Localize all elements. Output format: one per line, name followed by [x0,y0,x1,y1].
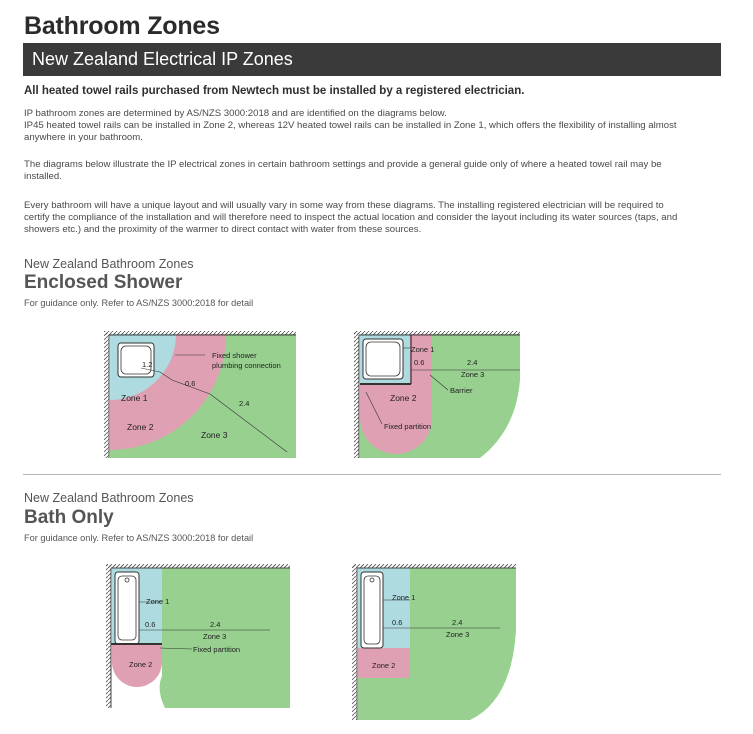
zone-label: Zone 3 [203,632,227,641]
dimension-label: 2.4 [210,620,221,629]
section-banner: New Zealand Electrical IP Zones [23,43,721,76]
zone-label: Zone 2 [372,661,396,670]
dimension-label: 0.6 [392,618,403,627]
callout-label: plumbing connection [212,361,281,370]
page-title: Bathroom Zones [24,12,220,40]
zone-label: Zone 2 [127,422,154,432]
dimension-label: 1.2 [142,360,153,369]
section-heading: Enclosed Shower [24,272,183,293]
shower-diagram-barrier [354,331,520,458]
section-heading: Bath Only [24,507,114,528]
lead-text: All heated towel rails purchased from Newtech must be installed by a registered electrician. [24,85,525,97]
zone-label: Zone 1 [392,593,416,602]
callout-label: Fixed shower [212,351,257,360]
paragraph-ip45: IP45 heated towel rails can be installed in Zone 2, whereas 12V heated towel rails can be installed in Zone 1, which offers the flexibility of installing almost anywhere in your bathroom. [24,120,677,144]
paragraph-diagrams: The diagrams below illustrate the IP electrical zones in certain bathroom settings and provide a general guide only of where a heated towel rail may be installed. [24,159,662,183]
bath-diagram-open [352,564,516,720]
dimension-label: 0.6 [145,620,156,629]
zone-label: Zone 2 [390,393,417,403]
zone-label: Zone 1 [121,393,148,403]
paragraph-standard: IP bathroom zones are determined by AS/NZS 3000:2018 and are identified on the diagrams below. [24,108,447,119]
shower-tray [363,339,403,379]
callout-label: Fixed partition [384,422,432,431]
section-subtitle: New Zealand Bathroom Zones [24,257,194,271]
zone-label: Zone 1 [146,597,170,606]
dimension-label: 0.6 [414,358,425,367]
dimension-label: 2.4 [467,358,478,367]
zone-label: Zone 3 [201,430,228,440]
dimension-label: 2.4 [239,399,250,408]
bath-diagram-partition [106,564,290,708]
dimension-label: 0.6 [185,379,196,388]
guidance-note: For guidance only. Refer to AS/NZS 3000:2018 for detail [24,533,254,543]
zone-label: Zone 2 [129,660,153,669]
zone-label: Zone 3 [461,370,485,379]
section-subtitle: New Zealand Bathroom Zones [24,491,194,505]
zone-label: Zone 1 [411,345,435,354]
paragraph-layout: Every bathroom will have a unique layout and will usually vary in some way from these diagrams. The installing registered electrician will be required to certify the compliance of the installation and will therefore need to inspect the actual location and consider the layout including its water sources (taps, and showers etc.) and the proximity of the warmer to direct contact with water from these sources. [24,200,678,236]
bathtub [115,572,139,644]
zone-label: Zone 3 [446,630,470,639]
callout-label: Barrier [450,386,473,395]
guidance-note: For guidance only. Refer to AS/NZS 3000:2018 for detail [24,298,254,308]
dimension-label: 2.4 [452,618,463,627]
shower-diagram-corner [104,331,296,458]
callout-label: Fixed partition [193,645,241,654]
